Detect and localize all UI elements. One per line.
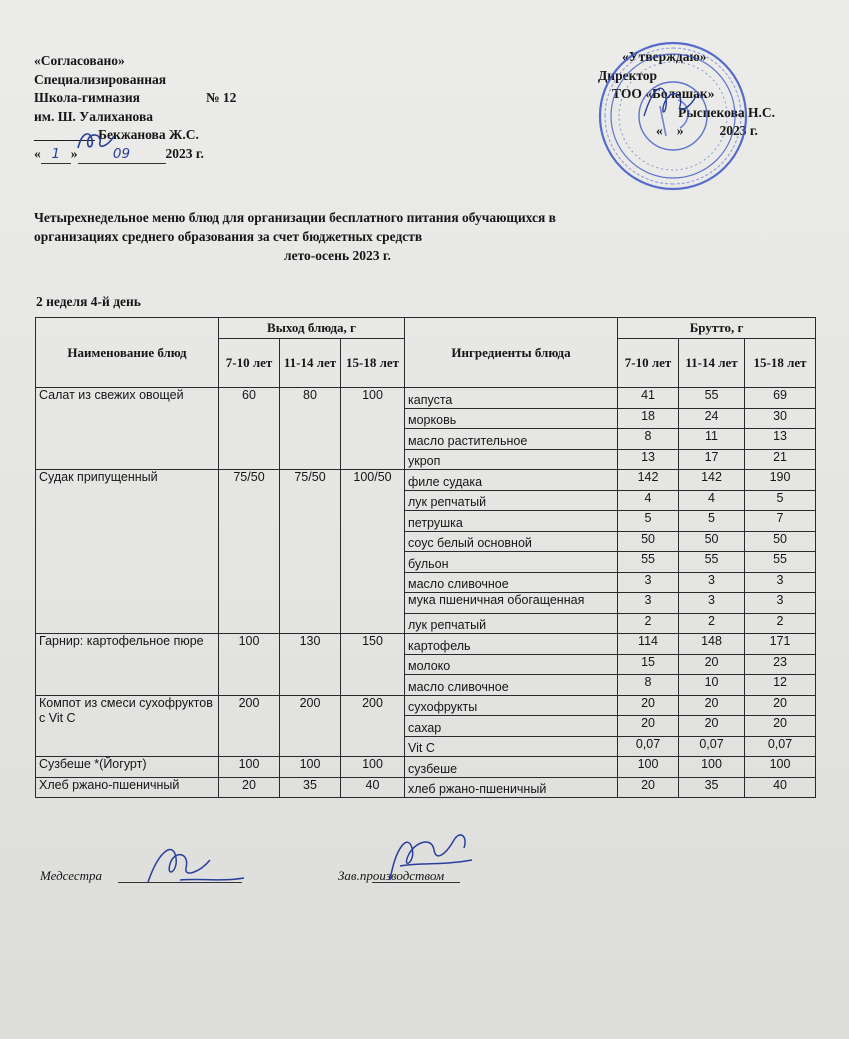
gross-11-14: 4: [679, 490, 745, 511]
gross-11-14: 0,07: [679, 736, 745, 757]
gross-7-10: 20: [618, 777, 679, 798]
date-quote-close: »: [70, 145, 78, 161]
dish-name: Хлеб ржано-пшеничный: [36, 777, 219, 798]
company-name: ТОО «Болашак»: [612, 86, 715, 101]
yield-15-18: 100/50: [341, 470, 405, 634]
gross-11-14: 142: [679, 470, 745, 491]
gross-15-18: 40: [745, 777, 816, 798]
gross-7-10: 0,07: [618, 736, 679, 757]
gross-11-14: 3: [679, 593, 745, 614]
school-type: Специализированная: [34, 71, 167, 87]
gross-11-14: 55: [679, 552, 745, 573]
director-title: Директор: [598, 67, 658, 83]
ingredient-name: лук репчатый: [405, 490, 618, 511]
gross-11-14: 11: [679, 429, 745, 450]
yield-7-10: 200: [219, 695, 280, 757]
gross-15-18: 50: [745, 531, 816, 552]
ingredient-name: сузбеше: [405, 757, 618, 778]
gross-15-18: 20: [745, 695, 816, 716]
gross-15-18: 55: [745, 552, 816, 573]
dish-name: Судак припущенный: [36, 470, 219, 634]
yield-11-14: 80: [280, 388, 341, 470]
yield-7-10: 100: [219, 634, 280, 696]
header-gross-age-11-14: 11-14 лет: [679, 339, 745, 388]
gross-11-14: 5: [679, 511, 745, 532]
ingredient-name: масло растительное: [405, 429, 618, 450]
table-row: [36, 777, 816, 798]
gross-7-10: 3: [618, 593, 679, 614]
dish-name: Компот из смеси сухофруктов с Vit C: [36, 695, 219, 757]
nurse-label: Медсестра: [40, 868, 103, 883]
gross-7-10: 13: [618, 449, 679, 470]
gross-11-14: 3: [679, 572, 745, 593]
gross-11-14: 50: [679, 531, 745, 552]
table-row: [36, 695, 816, 716]
gross-7-10: 41: [618, 388, 679, 409]
approve-heading: «Утверждаю»: [622, 49, 707, 64]
ingredient-name: филе судака: [405, 470, 618, 491]
week-day-label: 2 неделя 4-й день: [36, 294, 141, 309]
gross-11-14: 24: [679, 408, 745, 429]
yield-7-10: 20: [219, 777, 280, 798]
gross-7-10: 2: [618, 613, 679, 634]
gross-7-10: 114: [618, 634, 679, 655]
gross-15-18: 30: [745, 408, 816, 429]
agreed-signature: [72, 128, 120, 154]
gross-11-14: 100: [679, 757, 745, 778]
table-row: [36, 634, 816, 655]
gross-15-18: 69: [745, 388, 816, 409]
gross-11-14: 17: [679, 449, 745, 470]
header-ingredients: Ингредиенты блюда: [405, 318, 618, 388]
date-day: 1: [41, 145, 71, 165]
yield-7-10: 75/50: [219, 470, 280, 634]
approve-signer: Рыспекова Н.С.: [678, 104, 775, 120]
yield-11-14: 75/50: [280, 470, 341, 634]
dish-name: Гарнир: картофельное пюре: [36, 634, 219, 696]
ingredient-name: сахар: [405, 716, 618, 737]
yield-11-14: 200: [280, 695, 341, 757]
approve-date-close: »: [676, 123, 684, 138]
header-yield: Выход блюда, г: [219, 318, 405, 339]
title-line-2: организациях среднего образования за счет бюджетных средств: [34, 229, 423, 244]
menu-table: [35, 317, 816, 798]
table-row: [36, 388, 816, 409]
header-yield-age-15-18: 15-18 лет: [341, 339, 405, 388]
ingredient-name: петрушка: [405, 511, 618, 532]
footer-signatures: [40, 868, 445, 884]
gross-15-18: 2: [745, 613, 816, 634]
ingredient-name: лук репчатый: [405, 613, 618, 634]
gross-7-10: 5: [618, 511, 679, 532]
production-signature: [380, 826, 480, 890]
gross-11-14: 20: [679, 654, 745, 675]
ingredient-name: масло сливочное: [405, 572, 618, 593]
date-quote-open: «: [34, 145, 41, 161]
gross-7-10: 18: [618, 408, 679, 429]
gross-7-10: 4: [618, 490, 679, 511]
yield-7-10: 100: [219, 757, 280, 778]
production-label: Зав.производством: [338, 868, 445, 883]
gross-15-18: 190: [745, 470, 816, 491]
yield-15-18: 100: [341, 757, 405, 778]
gross-15-18: 20: [745, 716, 816, 737]
ingredient-name: капуста: [405, 388, 618, 409]
gross-7-10: 15: [618, 654, 679, 675]
header-gross-age-7-10: 7-10 лет: [618, 339, 679, 388]
gross-11-14: 10: [679, 675, 745, 696]
ingredient-name: бульон: [405, 552, 618, 573]
gross-15-18: 12: [745, 675, 816, 696]
school-named-after: им. Ш. Уалиханова: [34, 108, 153, 124]
gross-15-18: 7: [745, 511, 816, 532]
yield-11-14: 35: [280, 777, 341, 798]
ingredient-name: сухофрукты: [405, 695, 618, 716]
gross-7-10: 3: [618, 572, 679, 593]
header-gross: Брутто, г: [618, 318, 816, 339]
dish-name: Сузбеше *(Йогурт): [36, 757, 219, 778]
header-dish: Наименование блюд: [36, 318, 219, 388]
gross-7-10: 8: [618, 429, 679, 450]
header-gross-age-15-18: 15-18 лет: [745, 339, 816, 388]
school-name: Школа-гимназия: [34, 90, 140, 105]
header-yield-age-7-10: 7-10 лет: [219, 339, 280, 388]
ingredient-name: Vit C: [405, 736, 618, 757]
gross-7-10: 100: [618, 757, 679, 778]
gross-15-18: 100: [745, 757, 816, 778]
gross-15-18: 21: [745, 449, 816, 470]
gross-7-10: 55: [618, 552, 679, 573]
gross-11-14: 20: [679, 716, 745, 737]
gross-7-10: 20: [618, 716, 679, 737]
yield-15-18: 150: [341, 634, 405, 696]
gross-7-10: 8: [618, 675, 679, 696]
ingredient-name: картофель: [405, 634, 618, 655]
date-month: 09: [78, 145, 166, 165]
menu-table-body: [36, 388, 816, 798]
gross-15-18: 0,07: [745, 736, 816, 757]
yield-15-18: 200: [341, 695, 405, 757]
approve-date-open: «: [656, 123, 663, 138]
title-season: лето-осень 2023 г.: [284, 248, 391, 263]
yield-15-18: 40: [341, 777, 405, 798]
gross-7-10: 50: [618, 531, 679, 552]
ingredient-name: мука пшеничная обогащенная: [405, 593, 618, 614]
gross-11-14: 35: [679, 777, 745, 798]
approve-signature: [640, 78, 700, 128]
yield-11-14: 130: [280, 634, 341, 696]
gross-7-10: 20: [618, 695, 679, 716]
menu-title: [34, 208, 674, 265]
gross-11-14: 2: [679, 613, 745, 634]
ingredient-name: хлеб ржано-пшеничный: [405, 777, 618, 798]
school-number: № 12: [205, 90, 237, 105]
agreed-signer: Бекжанова Ж.С.: [98, 127, 199, 142]
ingredient-name: укроп: [405, 449, 618, 470]
gross-15-18: 3: [745, 593, 816, 614]
yield-7-10: 60: [219, 388, 280, 470]
ingredient-name: соус белый основной: [405, 531, 618, 552]
gross-11-14: 148: [679, 634, 745, 655]
yield-15-18: 100: [341, 388, 405, 470]
nurse-signature: [140, 838, 250, 894]
ingredient-name: масло сливочное: [405, 675, 618, 696]
dish-name: Салат из свежих овощей: [36, 388, 219, 470]
gross-15-18: 5: [745, 490, 816, 511]
agreed-heading: «Согласовано»: [34, 53, 125, 68]
title-line-1: Четырехнедельное меню блюд для организации бесплатного питания обучающихся в: [34, 210, 556, 225]
agreed-block: [34, 52, 236, 164]
ingredient-name: молоко: [405, 654, 618, 675]
gross-15-18: 171: [745, 634, 816, 655]
ingredient-name: морковь: [405, 408, 618, 429]
header-yield-age-11-14: 11-14 лет: [280, 339, 341, 388]
gross-15-18: 23: [745, 654, 816, 675]
gross-11-14: 20: [679, 695, 745, 716]
date-year: 2023 г.: [165, 145, 204, 161]
approve-date-year: 2023 г.: [719, 123, 758, 138]
gross-15-18: 3: [745, 572, 816, 593]
gross-11-14: 55: [679, 388, 745, 409]
table-row: [36, 757, 816, 778]
signature-line: _________: [34, 127, 95, 142]
table-row: [36, 470, 816, 491]
gross-7-10: 142: [618, 470, 679, 491]
gross-15-18: 13: [745, 429, 816, 450]
yield-11-14: 100: [280, 757, 341, 778]
